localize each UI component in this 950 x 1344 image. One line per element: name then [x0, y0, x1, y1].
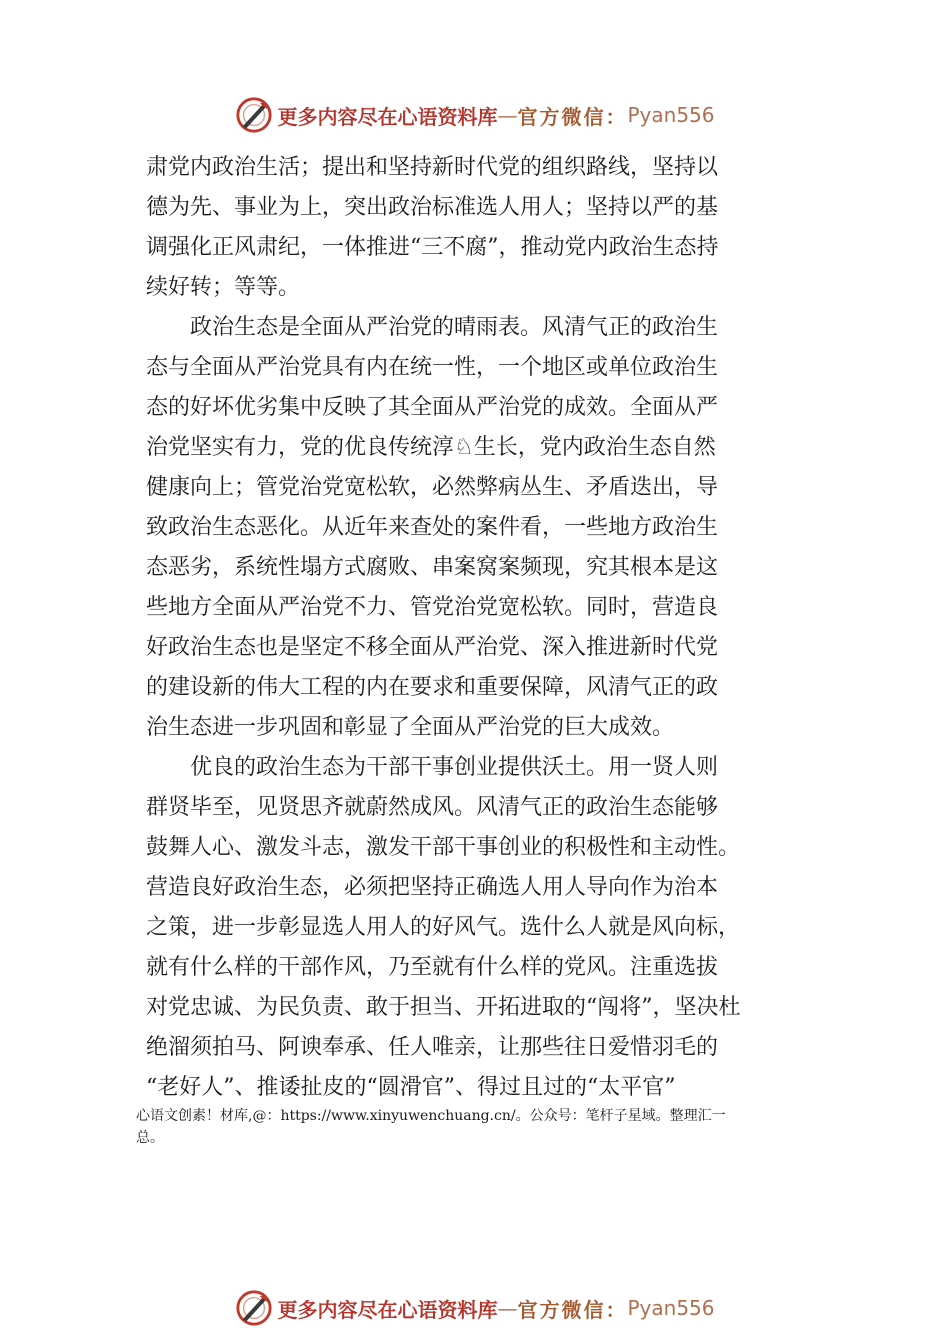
body-line: 优良的政治生态为干部干事创业提供沃土。用一贤人则 [146, 755, 719, 780]
banner-separator: — [497, 1296, 518, 1320]
body-line: 续好转；等等。 [146, 275, 301, 300]
body-line: 态恶劣，系统性塌方式腐败、串案窝案频现，究其根本是这 [146, 555, 719, 580]
banner-wechat-label: 官方微信： [517, 104, 628, 129]
banner-separator: — [497, 103, 518, 127]
body-line: 调强化正风肃纪，一体推进“三不腐”，推动党内政治生态持 [146, 235, 719, 260]
banner-wechat-id: Pyan556 [627, 1296, 715, 1320]
body-line: 态的好坏优劣集中反映了其全面从严治党的成效。全面从严 [146, 395, 719, 420]
body-line: 绝溜须拍马、阿谀奉承、任人唯亲，让那些往日爱惜羽毛的 [146, 1035, 719, 1060]
body-line: 肃党内政治生活；提出和坚持新时代党的组织路线，坚持以 [146, 155, 719, 180]
body-line: 些地方全面从严治党不力、管党治党宽松软。同时，营造良 [146, 595, 719, 620]
body-line: 致政治生态恶化。从近年来查处的案件看，一些地方政治生 [146, 515, 719, 540]
footer-banner [0, 1286, 950, 1330]
body-line: “老好人”、推诿扯皮的“圆滑官”、得过且过的“太平官” [146, 1075, 676, 1100]
body-line: 的建设新的伟大工程的内在要求和重要保障，风清气正的政 [146, 675, 719, 700]
body-line: 健康向上；管党治党宽松软，必然弊病丛生、矛盾迭出，导 [146, 475, 719, 500]
body-line: 群贤毕至，见贤思齐就蔚然成风。风清气正的政治生态能够 [146, 795, 719, 820]
body-line: 好政治生态也是坚定不移全面从严治党、深入推进新时代党 [146, 635, 719, 660]
body-line: 德为先、事业为上，突出政治标准选人用人；坚持以严的基 [146, 195, 719, 220]
source-footnote [136, 1105, 836, 1149]
body-line: 政治生态是全面从严治党的晴雨表。风清气正的政治生 [146, 315, 719, 340]
body-line: 对党忠诚、为民负责、敢于担当、开拓进取的“闯将”，坚决杜 [146, 995, 741, 1020]
body-line: 就有什么样的干部作风，乃至就有什么样的党风。注重选拔 [146, 955, 719, 980]
body-line: 营造良好政治生态，必须把坚持正确选人用人导向作为治本 [146, 875, 719, 900]
body-line: 态与全面从严治党具有内在统一性，一个地区或单位政治生 [146, 355, 719, 380]
header-banner [0, 93, 950, 137]
banner-wechat-label: 官方微信： [517, 1297, 628, 1322]
banner-title: 更多内容尽在心语资料库 [277, 1297, 498, 1322]
body-line: 治党坚实有力，党的优良传统淳♘生长，党内政治生态自然 [146, 435, 716, 460]
body-line: 之策，进一步彰显选人用人的好风气。选什么人就是风向标， [146, 915, 741, 940]
body-line: 治生态进一步巩固和彰显了全面从严治党的巨大成效。 [146, 715, 675, 740]
quill-logo-icon [235, 1289, 273, 1327]
banner-wechat-id: Pyan556 [627, 103, 715, 127]
banner-title: 更多内容尽在心语资料库 [277, 104, 498, 129]
quill-logo-icon [235, 96, 273, 134]
footnote-line-2: 总。 [136, 1130, 164, 1146]
footnote-line-1: 心语文创素！材库,@：https://www.xinyuwenchuang.cn/。公众号：笔杆子星域。整理汇一 [136, 1108, 726, 1124]
body-line: 鼓舞人心、激发斗志，激发干部干事创业的积极性和主动性。 [146, 835, 741, 860]
